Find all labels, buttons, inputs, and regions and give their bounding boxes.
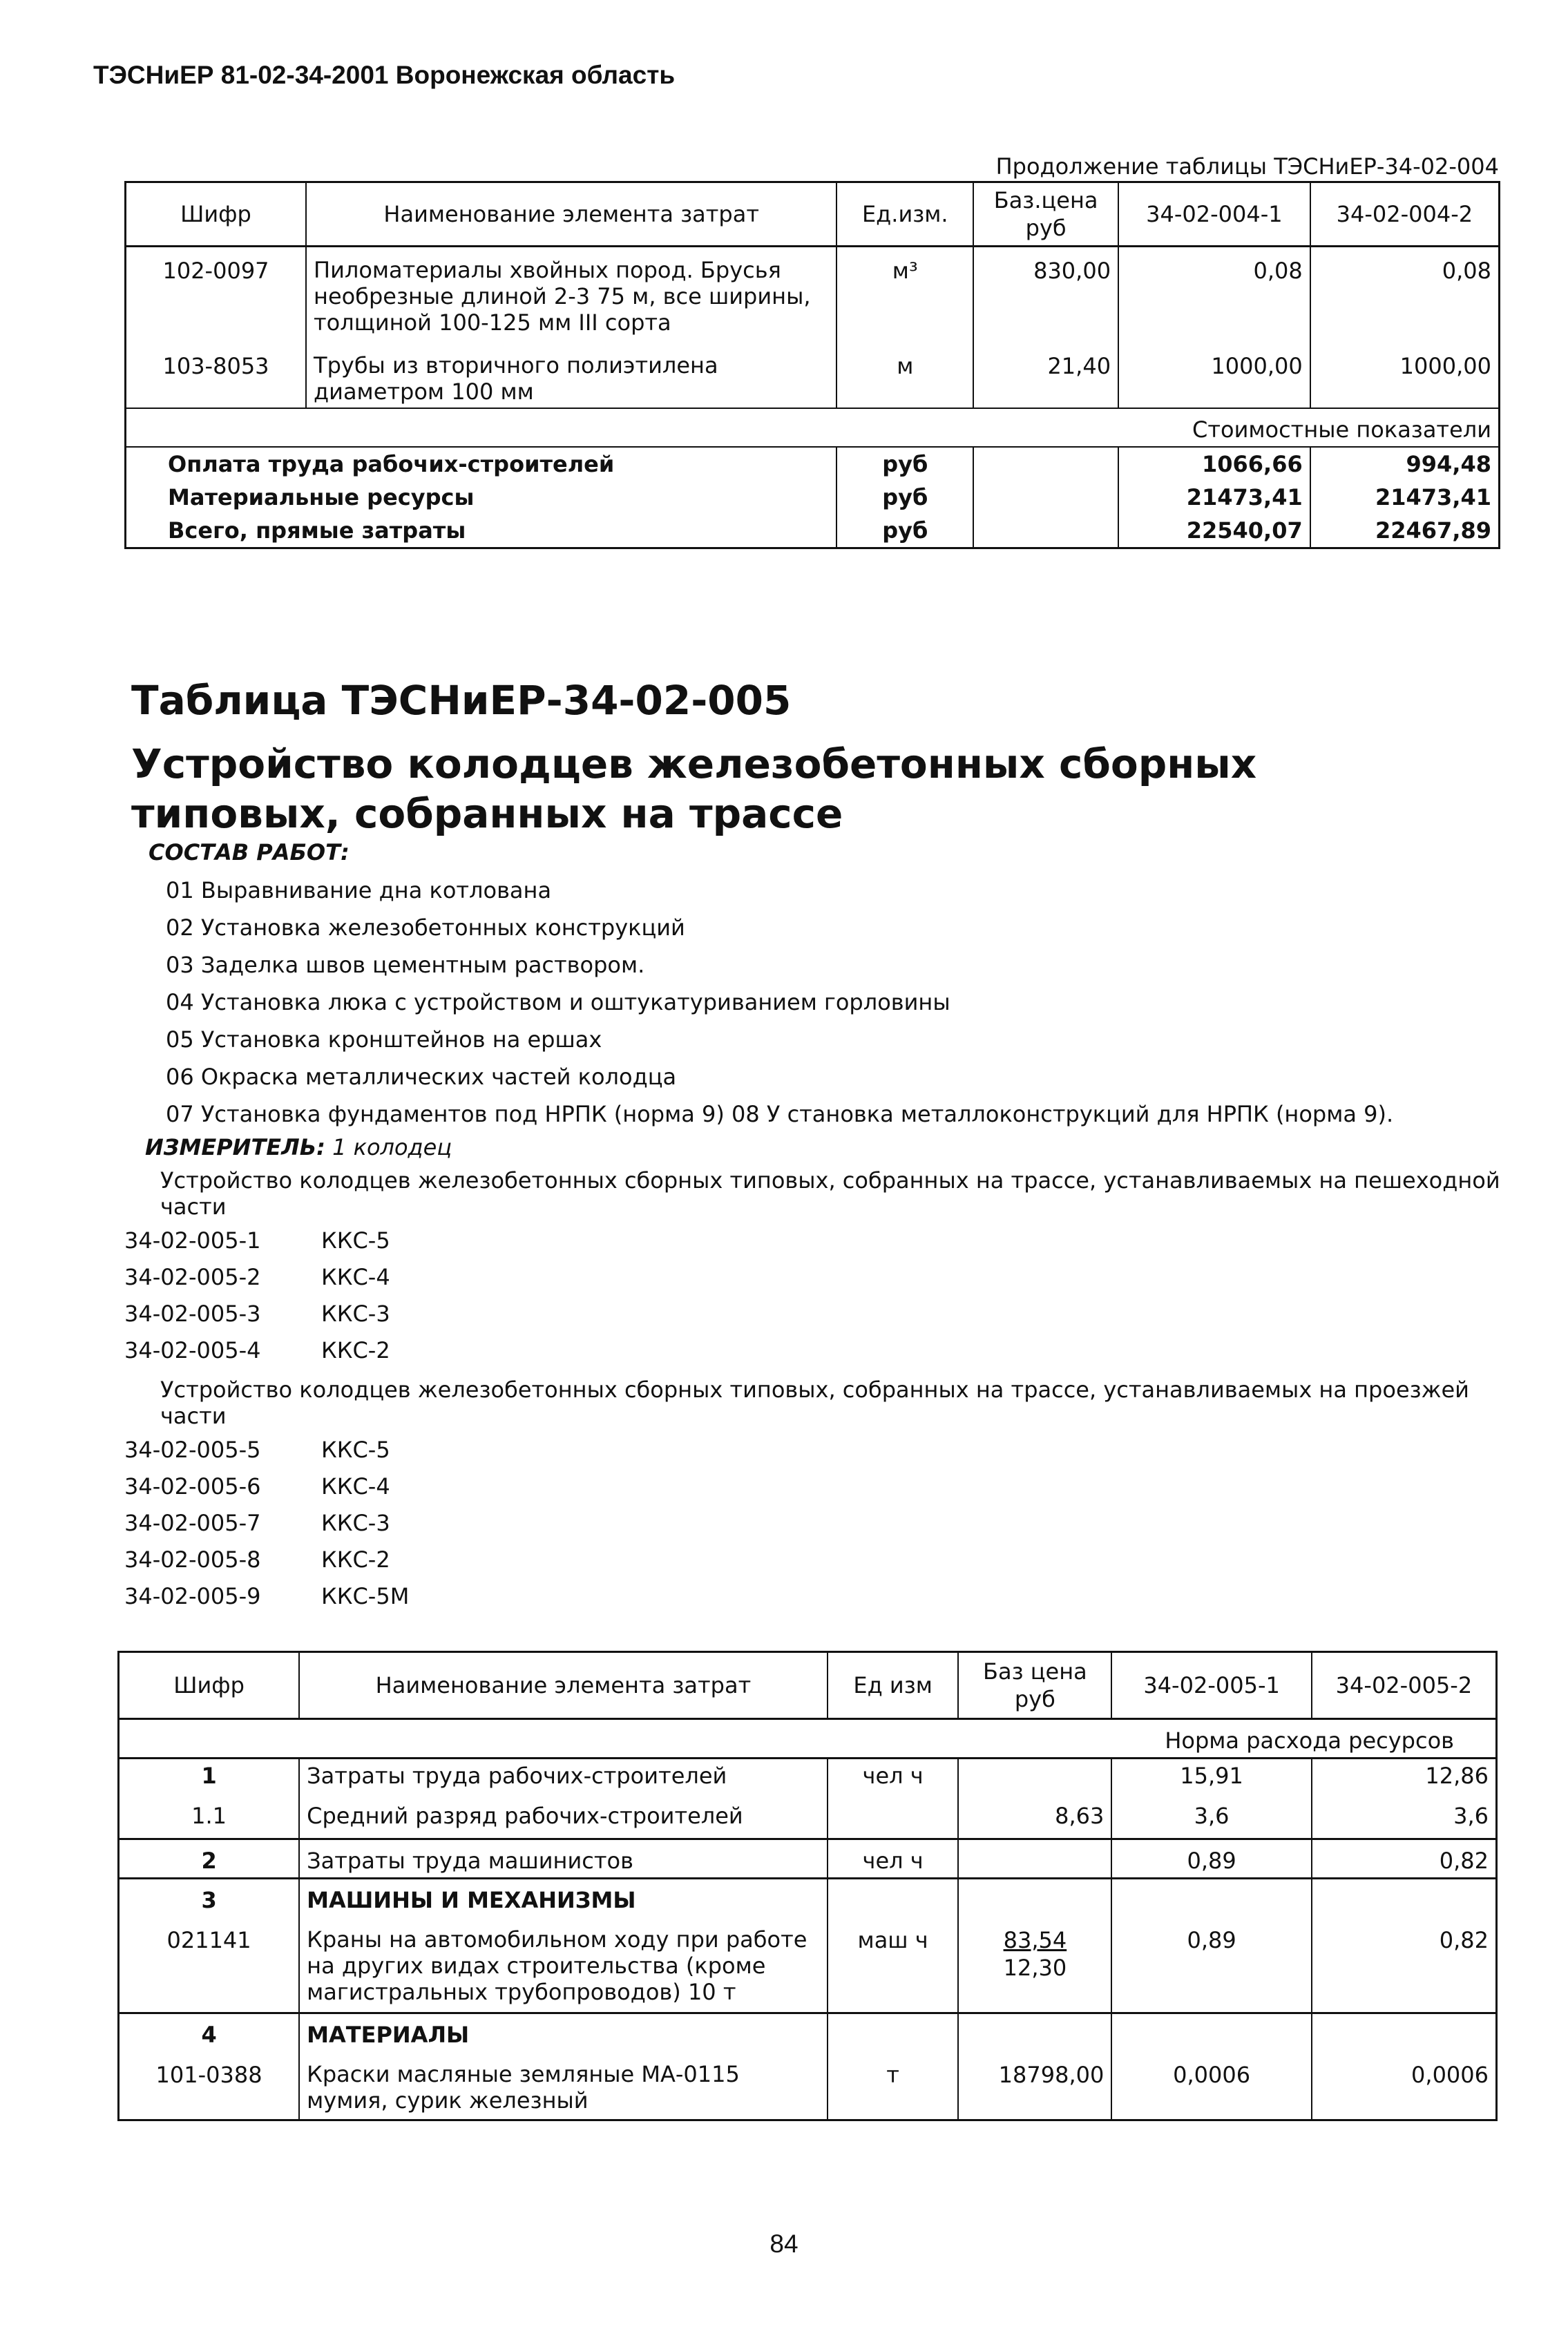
row-price [958, 1917, 1111, 2013]
empty-cell [973, 481, 1118, 514]
row-code: 101-0388 [155, 2062, 262, 2088]
col-header-norm-2: 34-02-004-2 [1310, 182, 1500, 247]
row-value-2: 0,82 [1312, 1917, 1497, 2013]
list-item [124, 1542, 409, 1578]
row-code: 1 [119, 1759, 300, 1793]
list-item [124, 1505, 409, 1542]
empty-cell [958, 2013, 1111, 2052]
table-row [119, 1792, 1497, 1839]
item-name: ККС-3 [321, 1510, 390, 1536]
row-name: Краны на автомобильном ходу при работе на других видах строительства (кроме магистральных трубопроводов) 10 т [299, 1917, 828, 2013]
row-value-1: 0,0006 [1111, 2051, 1312, 2120]
empty-cell [1312, 1879, 1497, 1917]
empty-cell [1111, 2013, 1312, 2052]
item-name: ККС-5 [321, 1227, 390, 1254]
row-unit: м [836, 338, 973, 408]
total-value-1: 21473,41 [1118, 481, 1310, 514]
item-name: ККС-2 [321, 1546, 390, 1573]
item-code: 34-02-005-8 [124, 1546, 261, 1573]
list-item [124, 1468, 409, 1505]
row-value-1: 15,91 [1111, 1759, 1312, 1793]
item-code: 34-02-005-4 [124, 1337, 261, 1363]
item-name: ККС-4 [321, 1264, 390, 1290]
section-row [119, 1719, 1497, 1759]
empty-cell [1111, 1879, 1312, 1917]
row-name: Трубы из вторичного полиэтилена диаметром 100 мм [306, 338, 836, 408]
running-header: ТЭСНиЕР 81-02-34-2001 Воронежская область [93, 61, 676, 89]
row-name: Пиломатериалы хвойных пород. Брусья необрезные длиной 2-3 75 м, все ширины, толщиной 100-125 мм III сорта [306, 247, 836, 339]
empty-cell [958, 1879, 1111, 1917]
row-code: 3 [119, 1879, 300, 1917]
total-unit: руб [836, 447, 973, 481]
row-name: Краски масляные земляные МА-0115 мумия, сурик железный [299, 2051, 828, 2120]
group-row [119, 2013, 1497, 2052]
section-label: Норма расхода ресурсов [1165, 1727, 1454, 1754]
row-unit: чел ч [828, 1759, 959, 1793]
measure-label: ИЗМЕРИТЕЛЬ: [145, 1134, 325, 1160]
group-row [119, 1879, 1497, 1917]
row-code: 103-8053 [162, 353, 269, 379]
row-value-2: 1000,00 [1310, 338, 1500, 408]
section-row [126, 408, 1500, 447]
total-value-2: 994,48 [1310, 447, 1500, 481]
total-value-1: 22540,07 [1118, 514, 1310, 548]
table-subtitle: Устройство колодцев железобетонных сборных типовых, собранных на трассе [131, 740, 1257, 837]
section-label: Стоимостные показатели [126, 408, 1500, 447]
list-item: 07 Установка фундаментов под НРПК (норма 9) 08 У становка металлоконструкций для НРПК (норма 9). [166, 1101, 1394, 1127]
row-value-1: 0,89 [1111, 1839, 1312, 1879]
item-code: 34-02-005-7 [124, 1510, 261, 1536]
total-name: Оплата труда рабочих-строителей [126, 447, 837, 481]
list-item [124, 1259, 390, 1296]
list-item: 02 Установка железобетонных конструкций [166, 914, 685, 941]
col-header-price: Баз.цена руб [973, 182, 1118, 247]
empty-cell [973, 447, 1118, 481]
group-description: Устройство колодцев железобетонных сборных типовых, собранных на трассе, устанавливаемых на пешеходной части [160, 1167, 1500, 1220]
resource-table-34-02-004 [124, 181, 1500, 549]
total-row [126, 447, 1500, 481]
col-header-norm-1: 34-02-004-1 [1118, 182, 1310, 247]
col-header-code: Шифр [119, 1652, 300, 1719]
work-composition-label: СОСТАВ РАБОТ: [149, 839, 350, 865]
row-price: 830,00 [973, 247, 1118, 339]
list-item: 06 Окраска металлических частей колодца [166, 1064, 677, 1090]
col-header-name: Наименование элемента затрат [306, 182, 836, 247]
item-name: ККС-4 [321, 1473, 390, 1500]
table-row [126, 247, 1500, 339]
col-header-code: Шифр [126, 182, 307, 247]
code-list [124, 1223, 390, 1369]
row-price: 8,63 [958, 1792, 1111, 1839]
price-primary: 83,54 [1003, 1927, 1067, 1953]
row-name: Затраты труда машинистов [299, 1839, 828, 1879]
item-name: ККС-5 [321, 1437, 390, 1463]
col-header-unit: Ед изм [828, 1652, 959, 1719]
table-header-row [126, 182, 1500, 247]
row-value-2: 0,82 [1312, 1839, 1497, 1879]
row-value-1: 3,6 [1111, 1792, 1312, 1839]
work-list [166, 872, 1393, 1133]
list-item [124, 1223, 390, 1259]
item-code: 34-02-005-1 [124, 1227, 261, 1254]
group-description: Устройство колодцев железобетонных сборных типовых, собранных на трассе, устанавливаемых на проезжей части [160, 1377, 1469, 1429]
list-item: 01 Выравнивание дна котлована [166, 877, 552, 903]
table-continuation-note: Продолжение таблицы ТЭСНиЕР-34-02-004 [995, 153, 1499, 180]
row-code: 2 [119, 1839, 300, 1879]
item-name: ККС-5М [321, 1583, 410, 1609]
list-item [124, 1332, 390, 1369]
total-unit: руб [836, 514, 973, 548]
row-value-2: 0,08 [1310, 247, 1500, 339]
col-header-name: Наименование элемента затрат [299, 1652, 828, 1719]
col-header-unit: Ед.изм. [836, 182, 973, 247]
col-header-norm-2: 34-02-005-2 [1312, 1652, 1497, 1719]
empty-cell [1312, 2013, 1497, 2052]
row-unit: м³ [836, 247, 973, 339]
row-name: Средний разряд рабочих-строителей [299, 1792, 828, 1839]
item-code: 34-02-005-6 [124, 1473, 261, 1500]
row-name: МАТЕРИАЛЫ [299, 2013, 828, 2052]
measure-value: 1 колодец [332, 1134, 452, 1160]
item-code: 34-02-005-2 [124, 1264, 261, 1290]
row-unit [828, 1792, 959, 1839]
row-code: 102-0097 [162, 258, 269, 284]
row-unit: маш ч [828, 1917, 959, 2013]
table-header-row [119, 1652, 1497, 1719]
page-number: 84 [769, 2230, 799, 2258]
list-item: 05 Установка кронштейнов на ершах [166, 1026, 602, 1053]
code-list [124, 1432, 409, 1615]
empty-cell [973, 514, 1118, 548]
item-name: ККС-3 [321, 1301, 390, 1327]
total-value-2: 22467,89 [1310, 514, 1500, 548]
row-value-2: 0,0006 [1312, 2051, 1497, 2120]
list-item [124, 1296, 390, 1332]
item-code: 34-02-005-5 [124, 1437, 261, 1463]
total-value-1: 1066,66 [1118, 447, 1310, 481]
list-item [124, 1578, 409, 1615]
resource-table-34-02-005 [117, 1651, 1498, 2121]
total-value-2: 21473,41 [1310, 481, 1500, 514]
row-value-1: 0,89 [1111, 1917, 1312, 2013]
list-item: 03 Заделка швов цементным раствором. [166, 952, 645, 978]
total-unit: руб [836, 481, 973, 514]
row-price: 18798,00 [958, 2051, 1111, 2120]
row-price: 21,40 [973, 338, 1118, 408]
row-value-2: 12,86 [1312, 1759, 1497, 1793]
item-name: ККС-2 [321, 1337, 390, 1363]
table-row [119, 1759, 1497, 1793]
empty-cell [828, 2013, 959, 2052]
row-code: 021141 [166, 1927, 251, 1953]
col-header-norm-1: 34-02-005-1 [1111, 1652, 1312, 1719]
list-item [124, 1432, 409, 1468]
row-code: 1.1 [191, 1803, 227, 1829]
row-value-1: 1000,00 [1118, 338, 1310, 408]
empty-cell [828, 1879, 959, 1917]
row-code: 4 [119, 2013, 300, 2052]
row-value-2: 3,6 [1312, 1792, 1497, 1839]
row-price [958, 1759, 1111, 1793]
table-title: Таблица ТЭСНиЕР-34-02-005 [131, 677, 792, 724]
table-row [126, 338, 1500, 408]
total-row [126, 514, 1500, 548]
list-item: 04 Установка люка с устройством и оштукатуриванием горловины [166, 989, 950, 1015]
total-row [126, 481, 1500, 514]
total-name: Материальные ресурсы [168, 484, 475, 510]
row-name: Затраты труда рабочих-строителей [299, 1759, 828, 1793]
price-secondary: 12,30 [1003, 1955, 1067, 1981]
table-row [119, 1917, 1497, 2013]
measure-line [145, 1134, 452, 1160]
item-code: 34-02-005-3 [124, 1301, 261, 1327]
table-row [119, 2051, 1497, 2120]
row-price [958, 1839, 1111, 1879]
item-code: 34-02-005-9 [124, 1583, 261, 1609]
row-value-1: 0,08 [1118, 247, 1310, 339]
table-row [119, 1839, 1497, 1879]
col-header-price: Баз цена руб [958, 1652, 1111, 1719]
row-unit: т [828, 2051, 959, 2120]
row-name: МАШИНЫ И МЕХАНИЗМЫ [299, 1879, 828, 1917]
row-unit: чел ч [828, 1839, 959, 1879]
total-name: Всего, прямые затраты [168, 517, 466, 544]
